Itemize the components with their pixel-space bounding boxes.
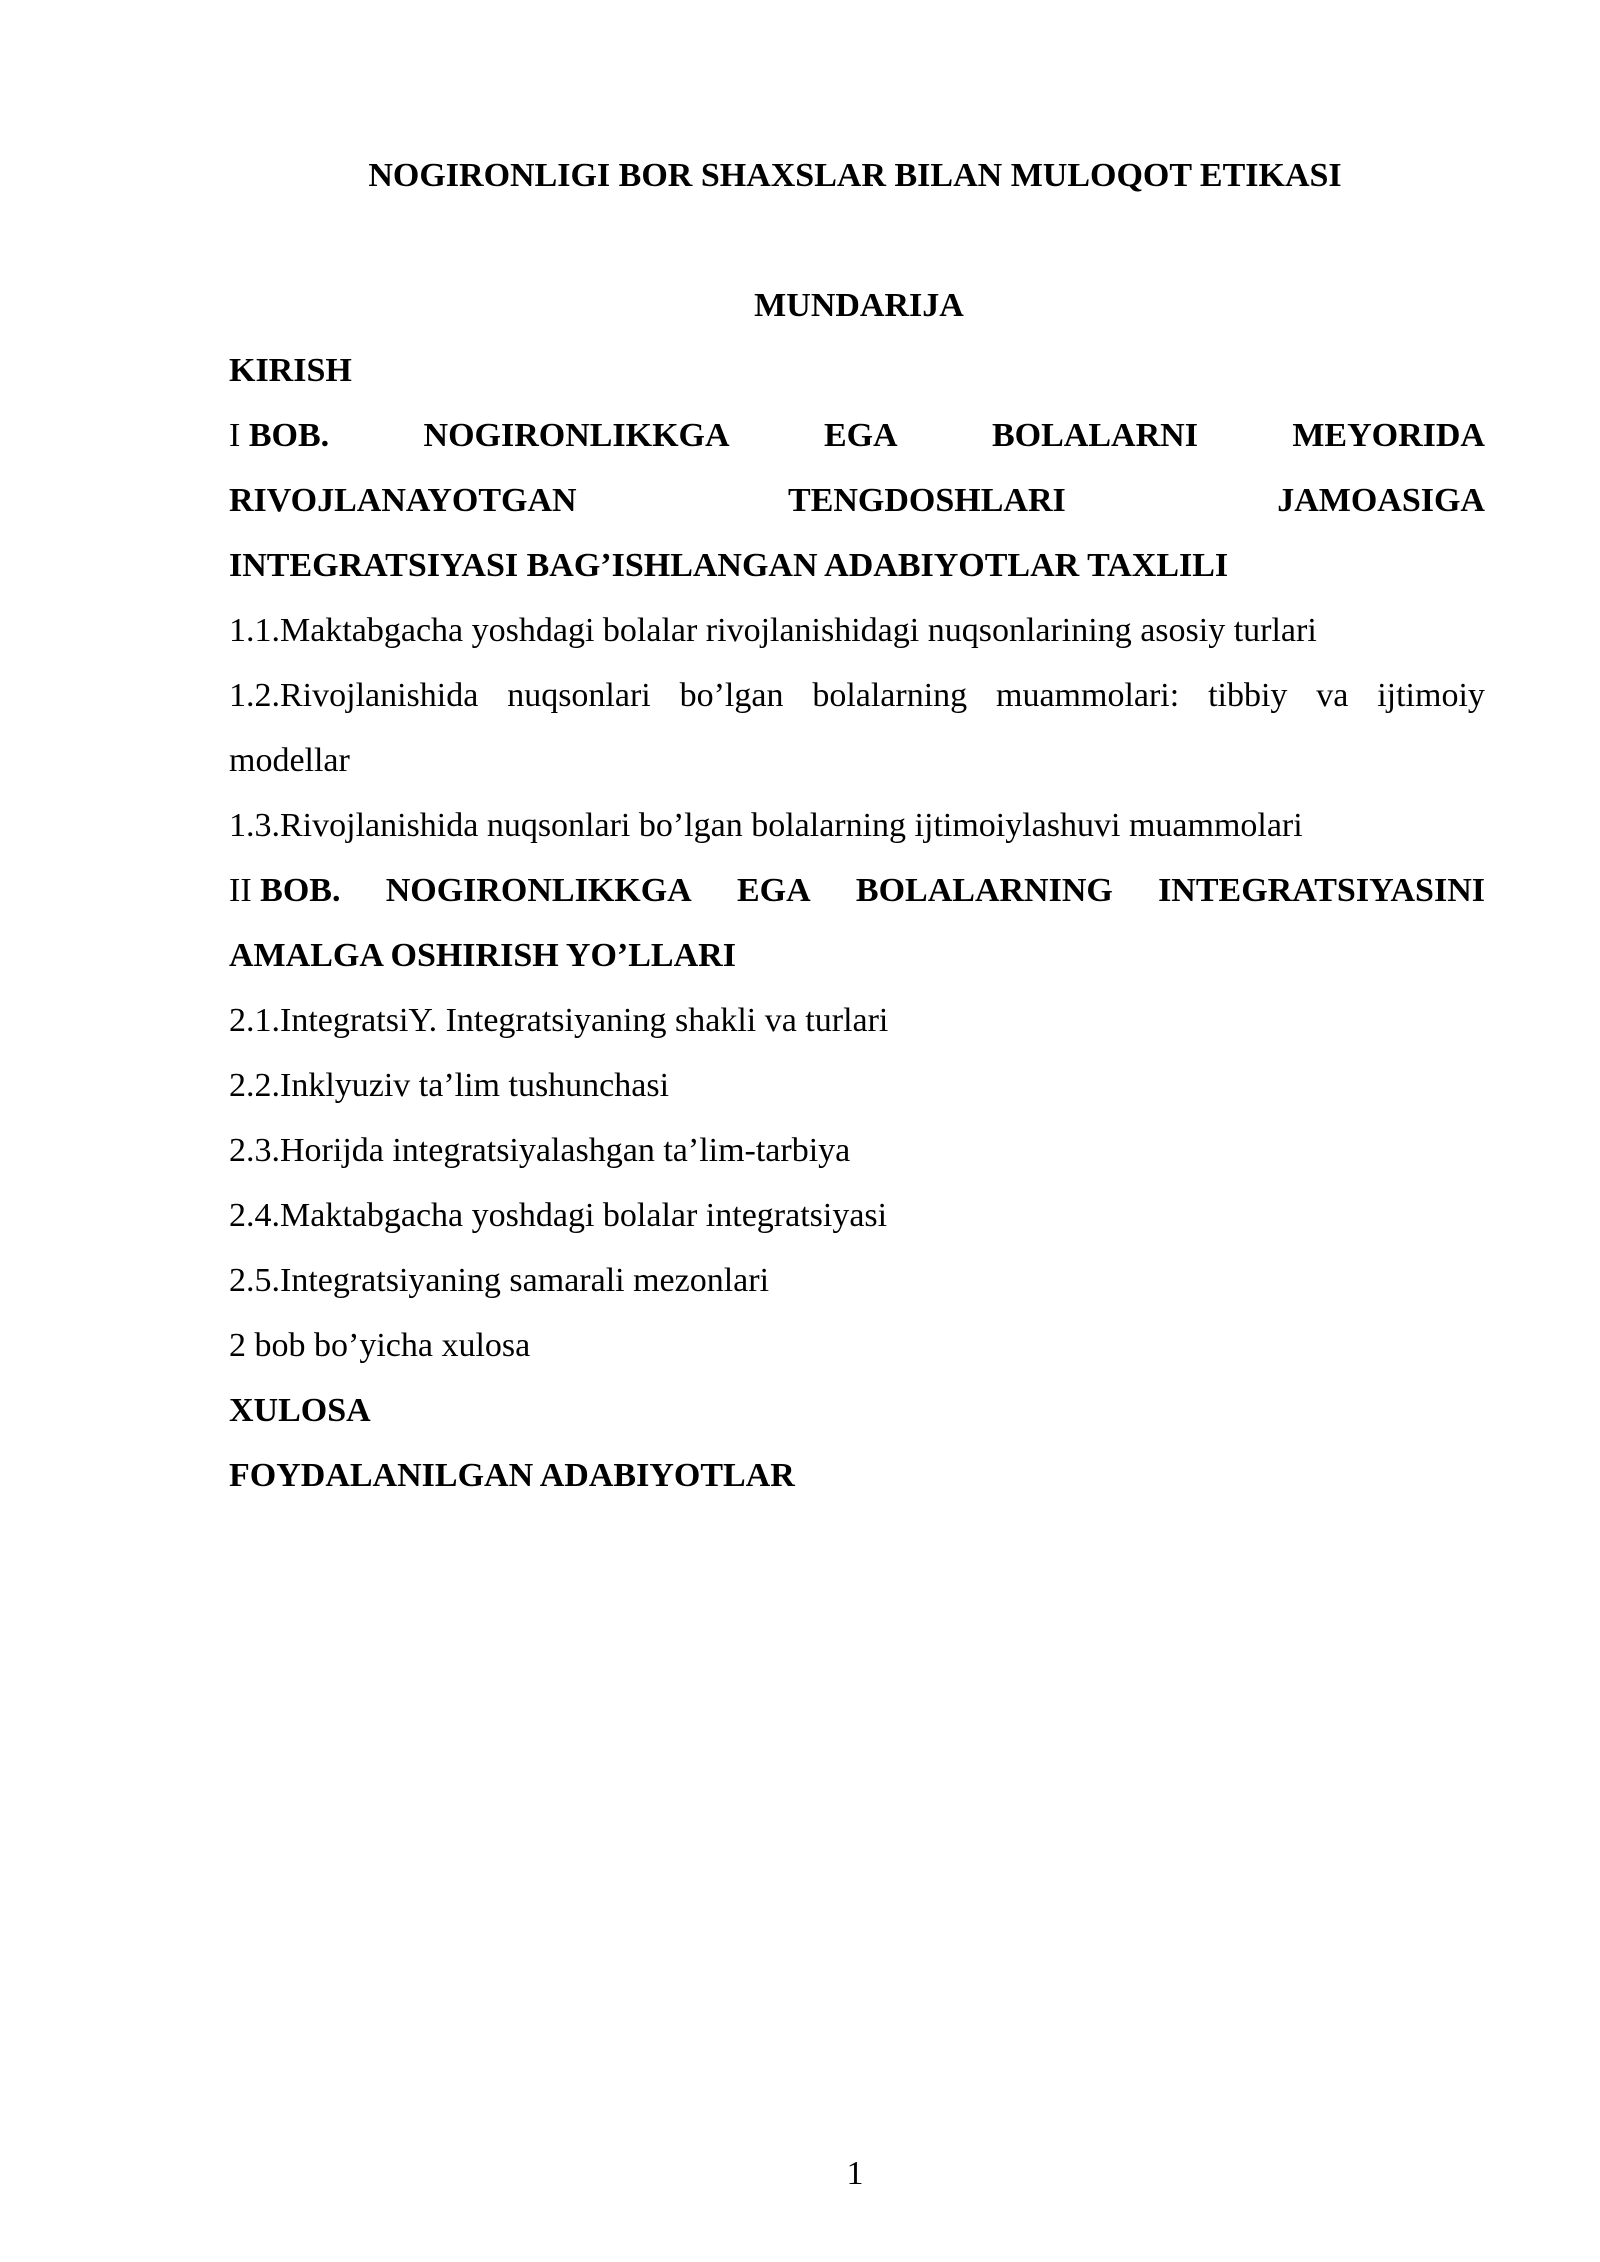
toc-entry-section-1-1: 1.1.Maktabgacha yoshdagi bolalar rivojlanishidagi nuqsonlarining asosiy turlari	[229, 612, 1317, 649]
page-number: 1	[846, 2155, 864, 2192]
table-of-contents	[229, 338, 1485, 1508]
toc-entry-references: FOYDALANILGAN ADABIYOTLAR	[229, 1457, 795, 1494]
section-1-2-word: va	[1316, 677, 1349, 714]
section-1-2-word: nuqsonlari	[507, 677, 651, 714]
document-title: NOGIRONLIGI BOR SHAXSLAR BILAN MULOQOT ETIKASI	[368, 157, 1342, 194]
chapter1-word: EGA	[823, 417, 898, 454]
chapter1-word: BOB.	[248, 417, 330, 454]
toc-entry-chapter1-line2	[229, 468, 1485, 533]
chapter1-word: NOGIRONLIKKGA	[423, 417, 730, 454]
chapter1-word: RIVOJLANAYOTGAN	[229, 482, 577, 519]
toc-entry-chapter2-line2: AMALGA OSHIRISH YO’LLARI	[229, 937, 736, 974]
toc-entry-chapter1-line3: INTEGRATSIYASI BAG’ISHLANGAN ADABIYOTLAR TAXLILI	[229, 547, 1229, 584]
chapter1-numeral: I	[229, 417, 241, 454]
chapter1-word: JAMOASIGA	[1277, 482, 1485, 519]
toc-entry-section-2-3: 2.3.Horijda integratsiyalashgan ta’lim-tarbiya	[229, 1132, 851, 1169]
toc-entry-section-2-2: 2.2.Inklyuziv ta’lim tushunchasi	[229, 1067, 670, 1104]
toc-entry-chapter2-summary: 2 bob bo’yicha xulosa	[229, 1327, 531, 1364]
toc-entry-section-1-3: 1.3.Rivojlanishida nuqsonlari bo’lgan bolalarning ijtimoiylashuvi muammolari	[229, 807, 1303, 844]
toc-entry-section-2-1: 2.1.IntegratsiY. Integratsiyaning shakli va turlari	[229, 1002, 889, 1039]
chapter2-word: BOB.	[260, 872, 341, 909]
section-1-2-word: tibbiy	[1208, 677, 1288, 714]
toc-entry-chapter1-line1	[229, 403, 1485, 468]
toc-entry-section-2-4: 2.4.Maktabgacha yoshdagi bolalar integratsiyasi	[229, 1197, 888, 1234]
toc-entry-section-2-5: 2.5.Integratsiyaning samarali mezonlari	[229, 1262, 770, 1299]
chapter1-word: MEYORIDA	[1292, 417, 1485, 454]
chapter2-word: BOLALARNING	[855, 872, 1113, 909]
section-1-2-word: ijtimoiy	[1377, 677, 1485, 714]
chapter2-word: EGA	[736, 872, 811, 909]
section-1-2-word: bolalarning	[812, 677, 968, 714]
chapter1-word: TENGDOSHLARI	[788, 482, 1066, 519]
chapter2-word: INTEGRATSIYASINI	[1158, 872, 1485, 909]
toc-entry-conclusion: XULOSA	[229, 1392, 371, 1429]
toc-entry-section-1-2-line2: modellar	[229, 742, 350, 779]
toc-heading: MUNDARIJA	[754, 287, 964, 324]
chapter1-word: BOLALARNI	[992, 417, 1198, 454]
chapter2-numeral: II	[229, 872, 252, 909]
chapter1-first-word	[229, 403, 329, 468]
toc-entry-section-1-2-line1	[229, 663, 1485, 728]
chapter2-first-word	[229, 858, 340, 923]
section-1-2-word: 1.2.Rivojlanishida	[229, 677, 479, 714]
chapter2-word: NOGIRONLIKKGA	[385, 872, 692, 909]
section-1-2-word: bo’lgan	[679, 677, 784, 714]
toc-entry-chapter2-line1	[229, 858, 1485, 923]
toc-entry-intro: KIRISH	[229, 352, 352, 389]
section-1-2-word: muammolari:	[996, 677, 1180, 714]
